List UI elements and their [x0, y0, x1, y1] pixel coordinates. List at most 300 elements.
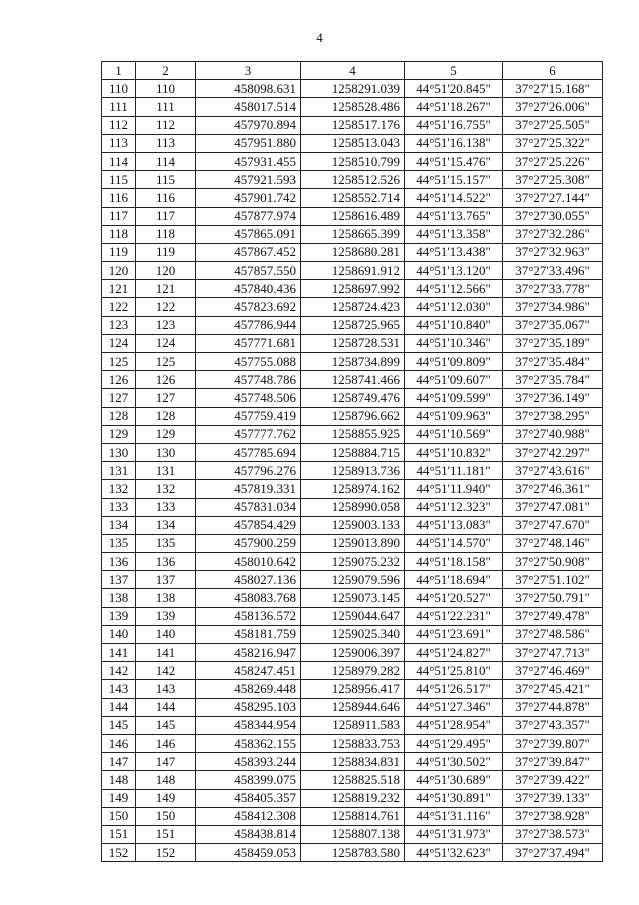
- point-number-cell: 111: [136, 98, 196, 116]
- y-coordinate-cell: 1258855.925: [301, 425, 405, 443]
- x-coordinate-cell: 457777.762: [196, 425, 301, 443]
- point-index-cell: 128: [102, 407, 136, 425]
- y-coordinate-cell: 1259073.145: [301, 589, 405, 607]
- point-index-cell: 145: [102, 716, 136, 734]
- latitude-cell: 44°51'30.689": [405, 771, 503, 789]
- point-index-cell: 134: [102, 516, 136, 534]
- point-number-cell: 128: [136, 407, 196, 425]
- longitude-cell: 37°27'51.102": [503, 571, 603, 589]
- y-coordinate-cell: 1258819.232: [301, 789, 405, 807]
- latitude-cell: 44°51'22.231": [405, 607, 503, 625]
- y-coordinate-cell: 1258691.912: [301, 262, 405, 280]
- latitude-cell: 44°51'09.607": [405, 371, 503, 389]
- x-coordinate-cell: 457867.452: [196, 243, 301, 261]
- point-index-cell: 142: [102, 662, 136, 680]
- x-coordinate-cell: 457755.088: [196, 353, 301, 371]
- longitude-cell: 37°27'40.988": [503, 425, 603, 443]
- y-coordinate-cell: 1258680.281: [301, 243, 405, 261]
- y-coordinate-cell: 1258807.138: [301, 825, 405, 843]
- longitude-cell: 37°27'46.469": [503, 662, 603, 680]
- x-coordinate-cell: 457931.455: [196, 152, 301, 170]
- table-row: [102, 607, 603, 625]
- longitude-cell: 37°27'35.784": [503, 371, 603, 389]
- point-index-cell: 140: [102, 625, 136, 643]
- longitude-cell: 37°27'46.361": [503, 480, 603, 498]
- point-index-cell: 124: [102, 334, 136, 352]
- point-number-cell: 132: [136, 480, 196, 498]
- point-number-cell: 115: [136, 171, 196, 189]
- point-index-cell: 133: [102, 498, 136, 516]
- latitude-cell: 44°51'13.358": [405, 225, 503, 243]
- point-number-cell: 125: [136, 353, 196, 371]
- longitude-cell: 37°27'35.067": [503, 316, 603, 334]
- longitude-cell: 37°27'39.133": [503, 789, 603, 807]
- longitude-cell: 37°27'25.226": [503, 152, 603, 170]
- point-number-cell: 118: [136, 225, 196, 243]
- x-coordinate-cell: 457951.880: [196, 134, 301, 152]
- latitude-cell: 44°51'14.522": [405, 189, 503, 207]
- longitude-cell: 37°27'15.168": [503, 80, 603, 98]
- point-index-cell: 138: [102, 589, 136, 607]
- latitude-cell: 44°51'16.138": [405, 134, 503, 152]
- table-row: [102, 243, 603, 261]
- y-coordinate-cell: 1258834.831: [301, 753, 405, 771]
- point-number-cell: 146: [136, 734, 196, 752]
- point-index-cell: 117: [102, 207, 136, 225]
- point-index-cell: 126: [102, 371, 136, 389]
- latitude-cell: 44°51'10.840": [405, 316, 503, 334]
- x-coordinate-cell: 457786.944: [196, 316, 301, 334]
- longitude-cell: 37°27'49.478": [503, 607, 603, 625]
- table-row: [102, 589, 603, 607]
- point-index-cell: 144: [102, 698, 136, 716]
- table-row: [102, 753, 603, 771]
- table-row: [102, 662, 603, 680]
- point-index-cell: 111: [102, 98, 136, 116]
- point-index-cell: 114: [102, 152, 136, 170]
- x-coordinate-cell: 457865.091: [196, 225, 301, 243]
- point-number-cell: 114: [136, 152, 196, 170]
- table-row: [102, 698, 603, 716]
- latitude-cell: 44°51'12.323": [405, 498, 503, 516]
- x-coordinate-cell: 458017.514: [196, 98, 301, 116]
- latitude-cell: 44°51'31.116": [405, 807, 503, 825]
- longitude-cell: 37°27'39.422": [503, 771, 603, 789]
- latitude-cell: 44°51'29.495": [405, 734, 503, 752]
- column-header: 2: [136, 62, 196, 80]
- x-coordinate-cell: 458344.954: [196, 716, 301, 734]
- latitude-cell: 44°51'24.827": [405, 644, 503, 662]
- point-index-cell: 132: [102, 480, 136, 498]
- y-coordinate-cell: 1259003.133: [301, 516, 405, 534]
- table-body: [102, 80, 603, 862]
- table-row: [102, 425, 603, 443]
- y-coordinate-cell: 1258990.058: [301, 498, 405, 516]
- longitude-cell: 37°27'44.878": [503, 698, 603, 716]
- x-coordinate-cell: 457857.550: [196, 262, 301, 280]
- latitude-cell: 44°51'11.181": [405, 462, 503, 480]
- y-coordinate-cell: 1258749.476: [301, 389, 405, 407]
- x-coordinate-cell: 458136.572: [196, 607, 301, 625]
- point-number-cell: 143: [136, 680, 196, 698]
- y-coordinate-cell: 1258517.176: [301, 116, 405, 134]
- point-index-cell: 136: [102, 553, 136, 571]
- table-row: [102, 771, 603, 789]
- latitude-cell: 44°51'32.623": [405, 844, 503, 862]
- latitude-cell: 44°51'18.267": [405, 98, 503, 116]
- point-number-cell: 141: [136, 644, 196, 662]
- x-coordinate-cell: 458083.768: [196, 589, 301, 607]
- point-number-cell: 147: [136, 753, 196, 771]
- longitude-cell: 37°27'30.055": [503, 207, 603, 225]
- point-number-cell: 113: [136, 134, 196, 152]
- point-number-cell: 119: [136, 243, 196, 261]
- column-header: 6: [503, 62, 603, 80]
- y-coordinate-cell: 1259006.397: [301, 644, 405, 662]
- column-header: 4: [301, 62, 405, 80]
- table-row: [102, 298, 603, 316]
- latitude-cell: 44°51'18.158": [405, 553, 503, 571]
- point-number-cell: 120: [136, 262, 196, 280]
- longitude-cell: 37°27'47.081": [503, 498, 603, 516]
- x-coordinate-cell: 458027.136: [196, 571, 301, 589]
- point-number-cell: 117: [136, 207, 196, 225]
- longitude-cell: 37°27'35.189": [503, 334, 603, 352]
- table-row: [102, 807, 603, 825]
- y-coordinate-cell: 1258724.423: [301, 298, 405, 316]
- x-coordinate-cell: 457840.436: [196, 280, 301, 298]
- latitude-cell: 44°51'31.973": [405, 825, 503, 843]
- y-coordinate-cell: 1258741.466: [301, 371, 405, 389]
- point-number-cell: 142: [136, 662, 196, 680]
- point-number-cell: 152: [136, 844, 196, 862]
- coordinates-table: [101, 61, 603, 862]
- point-number-cell: 145: [136, 716, 196, 734]
- x-coordinate-cell: 458393.244: [196, 753, 301, 771]
- point-number-cell: 134: [136, 516, 196, 534]
- point-number-cell: 116: [136, 189, 196, 207]
- y-coordinate-cell: 1258513.043: [301, 134, 405, 152]
- longitude-cell: 37°27'48.146": [503, 534, 603, 552]
- column-header: 1: [102, 62, 136, 80]
- y-coordinate-cell: 1258697.992: [301, 280, 405, 298]
- point-index-cell: 110: [102, 80, 136, 98]
- x-coordinate-cell: 458295.103: [196, 698, 301, 716]
- y-coordinate-cell: 1258956.417: [301, 680, 405, 698]
- longitude-cell: 37°27'25.322": [503, 134, 603, 152]
- point-index-cell: 118: [102, 225, 136, 243]
- y-coordinate-cell: 1259075.232: [301, 553, 405, 571]
- point-index-cell: 129: [102, 425, 136, 443]
- latitude-cell: 44°51'09.809": [405, 353, 503, 371]
- longitude-cell: 37°27'38.573": [503, 825, 603, 843]
- x-coordinate-cell: 457831.034: [196, 498, 301, 516]
- y-coordinate-cell: 1258913.736: [301, 462, 405, 480]
- longitude-cell: 37°27'25.308": [503, 171, 603, 189]
- point-number-cell: 130: [136, 443, 196, 461]
- point-index-cell: 125: [102, 353, 136, 371]
- x-coordinate-cell: 457900.259: [196, 534, 301, 552]
- x-coordinate-cell: 458405.357: [196, 789, 301, 807]
- point-index-cell: 147: [102, 753, 136, 771]
- latitude-cell: 44°51'30.891": [405, 789, 503, 807]
- latitude-cell: 44°51'10.346": [405, 334, 503, 352]
- longitude-cell: 37°27'39.807": [503, 734, 603, 752]
- y-coordinate-cell: 1259044.647: [301, 607, 405, 625]
- point-index-cell: 116: [102, 189, 136, 207]
- x-coordinate-cell: 457748.786: [196, 371, 301, 389]
- point-index-cell: 146: [102, 734, 136, 752]
- y-coordinate-cell: 1258884.715: [301, 443, 405, 461]
- latitude-cell: 44°51'18.694": [405, 571, 503, 589]
- latitude-cell: 44°51'27.346": [405, 698, 503, 716]
- table-row: [102, 443, 603, 461]
- point-number-cell: 139: [136, 607, 196, 625]
- longitude-cell: 37°27'50.791": [503, 589, 603, 607]
- longitude-cell: 37°27'25.505": [503, 116, 603, 134]
- column-header: 5: [405, 62, 503, 80]
- x-coordinate-cell: 457819.331: [196, 480, 301, 498]
- x-coordinate-cell: 457785.694: [196, 443, 301, 461]
- point-number-cell: 110: [136, 80, 196, 98]
- latitude-cell: 44°51'20.527": [405, 589, 503, 607]
- table-row: [102, 225, 603, 243]
- table-row: [102, 680, 603, 698]
- table-row: [102, 189, 603, 207]
- longitude-cell: 37°27'26.006": [503, 98, 603, 116]
- point-index-cell: 115: [102, 171, 136, 189]
- point-index-cell: 148: [102, 771, 136, 789]
- point-number-cell: 135: [136, 534, 196, 552]
- table-row: [102, 407, 603, 425]
- point-number-cell: 140: [136, 625, 196, 643]
- latitude-cell: 44°51'11.940": [405, 480, 503, 498]
- latitude-cell: 44°51'15.476": [405, 152, 503, 170]
- point-number-cell: 144: [136, 698, 196, 716]
- longitude-cell: 37°27'35.484": [503, 353, 603, 371]
- point-index-cell: 137: [102, 571, 136, 589]
- table-row: [102, 262, 603, 280]
- latitude-cell: 44°51'16.755": [405, 116, 503, 134]
- x-coordinate-cell: 458362.155: [196, 734, 301, 752]
- longitude-cell: 37°27'50.908": [503, 553, 603, 571]
- latitude-cell: 44°51'13.765": [405, 207, 503, 225]
- x-coordinate-cell: 457921.593: [196, 171, 301, 189]
- longitude-cell: 37°27'27.144": [503, 189, 603, 207]
- longitude-cell: 37°27'32.286": [503, 225, 603, 243]
- point-number-cell: 138: [136, 589, 196, 607]
- x-coordinate-cell: 458399.075: [196, 771, 301, 789]
- y-coordinate-cell: 1258825.518: [301, 771, 405, 789]
- page-number: 4: [316, 30, 323, 45]
- table-row: [102, 462, 603, 480]
- longitude-cell: 37°27'42.297": [503, 443, 603, 461]
- table-row: [102, 825, 603, 843]
- table-row: [102, 353, 603, 371]
- y-coordinate-cell: 1258725.965: [301, 316, 405, 334]
- x-coordinate-cell: 457901.742: [196, 189, 301, 207]
- x-coordinate-cell: 458098.631: [196, 80, 301, 98]
- longitude-cell: 37°27'38.295": [503, 407, 603, 425]
- point-number-cell: 112: [136, 116, 196, 134]
- table-header-row: [102, 62, 603, 80]
- y-coordinate-cell: 1258979.282: [301, 662, 405, 680]
- y-coordinate-cell: 1259013.890: [301, 534, 405, 552]
- table-row: [102, 498, 603, 516]
- x-coordinate-cell: 457748.506: [196, 389, 301, 407]
- x-coordinate-cell: 457759.419: [196, 407, 301, 425]
- x-coordinate-cell: 458216.947: [196, 644, 301, 662]
- point-index-cell: 121: [102, 280, 136, 298]
- point-number-cell: 126: [136, 371, 196, 389]
- x-coordinate-cell: 458412.308: [196, 807, 301, 825]
- x-coordinate-cell: 457771.681: [196, 334, 301, 352]
- longitude-cell: 37°27'43.616": [503, 462, 603, 480]
- table-row: [102, 844, 603, 862]
- latitude-cell: 44°51'26.517": [405, 680, 503, 698]
- latitude-cell: 44°51'13.120": [405, 262, 503, 280]
- table-row: [102, 98, 603, 116]
- latitude-cell: 44°51'09.599": [405, 389, 503, 407]
- table-row: [102, 734, 603, 752]
- y-coordinate-cell: 1258796.662: [301, 407, 405, 425]
- latitude-cell: 44°51'20.845": [405, 80, 503, 98]
- latitude-cell: 44°51'12.030": [405, 298, 503, 316]
- point-index-cell: 131: [102, 462, 136, 480]
- longitude-cell: 37°27'34.986": [503, 298, 603, 316]
- point-index-cell: 149: [102, 789, 136, 807]
- latitude-cell: 44°51'12.566": [405, 280, 503, 298]
- point-index-cell: 122: [102, 298, 136, 316]
- y-coordinate-cell: 1258510.799: [301, 152, 405, 170]
- y-coordinate-cell: 1258974.162: [301, 480, 405, 498]
- longitude-cell: 37°27'45.421": [503, 680, 603, 698]
- point-index-cell: 112: [102, 116, 136, 134]
- table-row: [102, 553, 603, 571]
- table-row: [102, 171, 603, 189]
- table-row: [102, 334, 603, 352]
- x-coordinate-cell: 457854.429: [196, 516, 301, 534]
- point-index-cell: 151: [102, 825, 136, 843]
- point-number-cell: 148: [136, 771, 196, 789]
- column-header: 3: [196, 62, 301, 80]
- latitude-cell: 44°51'13.083": [405, 516, 503, 534]
- x-coordinate-cell: 457970.894: [196, 116, 301, 134]
- point-index-cell: 141: [102, 644, 136, 662]
- latitude-cell: 44°51'10.832": [405, 443, 503, 461]
- longitude-cell: 37°27'37.494": [503, 844, 603, 862]
- longitude-cell: 37°27'47.670": [503, 516, 603, 534]
- table-row: [102, 516, 603, 534]
- x-coordinate-cell: 457796.276: [196, 462, 301, 480]
- y-coordinate-cell: 1258911.583: [301, 716, 405, 734]
- point-index-cell: 119: [102, 243, 136, 261]
- point-index-cell: 135: [102, 534, 136, 552]
- x-coordinate-cell: 457823.692: [196, 298, 301, 316]
- y-coordinate-cell: 1258814.761: [301, 807, 405, 825]
- point-number-cell: 149: [136, 789, 196, 807]
- point-number-cell: 133: [136, 498, 196, 516]
- point-index-cell: 139: [102, 607, 136, 625]
- longitude-cell: 37°27'43.357": [503, 716, 603, 734]
- table-row: [102, 625, 603, 643]
- table-row: [102, 371, 603, 389]
- point-number-cell: 151: [136, 825, 196, 843]
- point-index-cell: 127: [102, 389, 136, 407]
- point-number-cell: 127: [136, 389, 196, 407]
- y-coordinate-cell: 1258665.399: [301, 225, 405, 243]
- y-coordinate-cell: 1258734.899: [301, 353, 405, 371]
- y-coordinate-cell: 1258552.714: [301, 189, 405, 207]
- table-row: [102, 280, 603, 298]
- latitude-cell: 44°51'15.157": [405, 171, 503, 189]
- table-row: [102, 207, 603, 225]
- y-coordinate-cell: 1258783.580: [301, 844, 405, 862]
- table-row: [102, 480, 603, 498]
- point-number-cell: 123: [136, 316, 196, 334]
- x-coordinate-cell: 458459.053: [196, 844, 301, 862]
- point-number-cell: 124: [136, 334, 196, 352]
- table-row: [102, 152, 603, 170]
- table-row: [102, 644, 603, 662]
- point-number-cell: 150: [136, 807, 196, 825]
- longitude-cell: 37°27'32.963": [503, 243, 603, 261]
- table-row: [102, 316, 603, 334]
- point-index-cell: 123: [102, 316, 136, 334]
- longitude-cell: 37°27'38.928": [503, 807, 603, 825]
- latitude-cell: 44°51'13.438": [405, 243, 503, 261]
- latitude-cell: 44°51'09.963": [405, 407, 503, 425]
- table-row: [102, 80, 603, 98]
- longitude-cell: 37°27'36.149": [503, 389, 603, 407]
- table-row: [102, 534, 603, 552]
- point-number-cell: 136: [136, 553, 196, 571]
- point-index-cell: 113: [102, 134, 136, 152]
- table-row: [102, 134, 603, 152]
- longitude-cell: 37°27'48.586": [503, 625, 603, 643]
- point-number-cell: 137: [136, 571, 196, 589]
- latitude-cell: 44°51'23.691": [405, 625, 503, 643]
- y-coordinate-cell: 1258944.646: [301, 698, 405, 716]
- point-index-cell: 150: [102, 807, 136, 825]
- y-coordinate-cell: 1259025.340: [301, 625, 405, 643]
- latitude-cell: 44°51'14.570": [405, 534, 503, 552]
- y-coordinate-cell: 1259079.596: [301, 571, 405, 589]
- x-coordinate-cell: 458438.814: [196, 825, 301, 843]
- point-number-cell: 122: [136, 298, 196, 316]
- table-row: [102, 389, 603, 407]
- point-index-cell: 152: [102, 844, 136, 862]
- latitude-cell: 44°51'25.810": [405, 662, 503, 680]
- latitude-cell: 44°51'30.502": [405, 753, 503, 771]
- x-coordinate-cell: 458247.451: [196, 662, 301, 680]
- y-coordinate-cell: 1258512.526: [301, 171, 405, 189]
- longitude-cell: 37°27'47.713": [503, 644, 603, 662]
- point-index-cell: 120: [102, 262, 136, 280]
- point-index-cell: 130: [102, 443, 136, 461]
- point-number-cell: 121: [136, 280, 196, 298]
- x-coordinate-cell: 458269.448: [196, 680, 301, 698]
- y-coordinate-cell: 1258291.039: [301, 80, 405, 98]
- longitude-cell: 37°27'39.847": [503, 753, 603, 771]
- latitude-cell: 44°51'28.954": [405, 716, 503, 734]
- table-row: [102, 789, 603, 807]
- table-row: [102, 116, 603, 134]
- x-coordinate-cell: 458010.642: [196, 553, 301, 571]
- latitude-cell: 44°51'10.569": [405, 425, 503, 443]
- y-coordinate-cell: 1258833.753: [301, 734, 405, 752]
- longitude-cell: 37°27'33.778": [503, 280, 603, 298]
